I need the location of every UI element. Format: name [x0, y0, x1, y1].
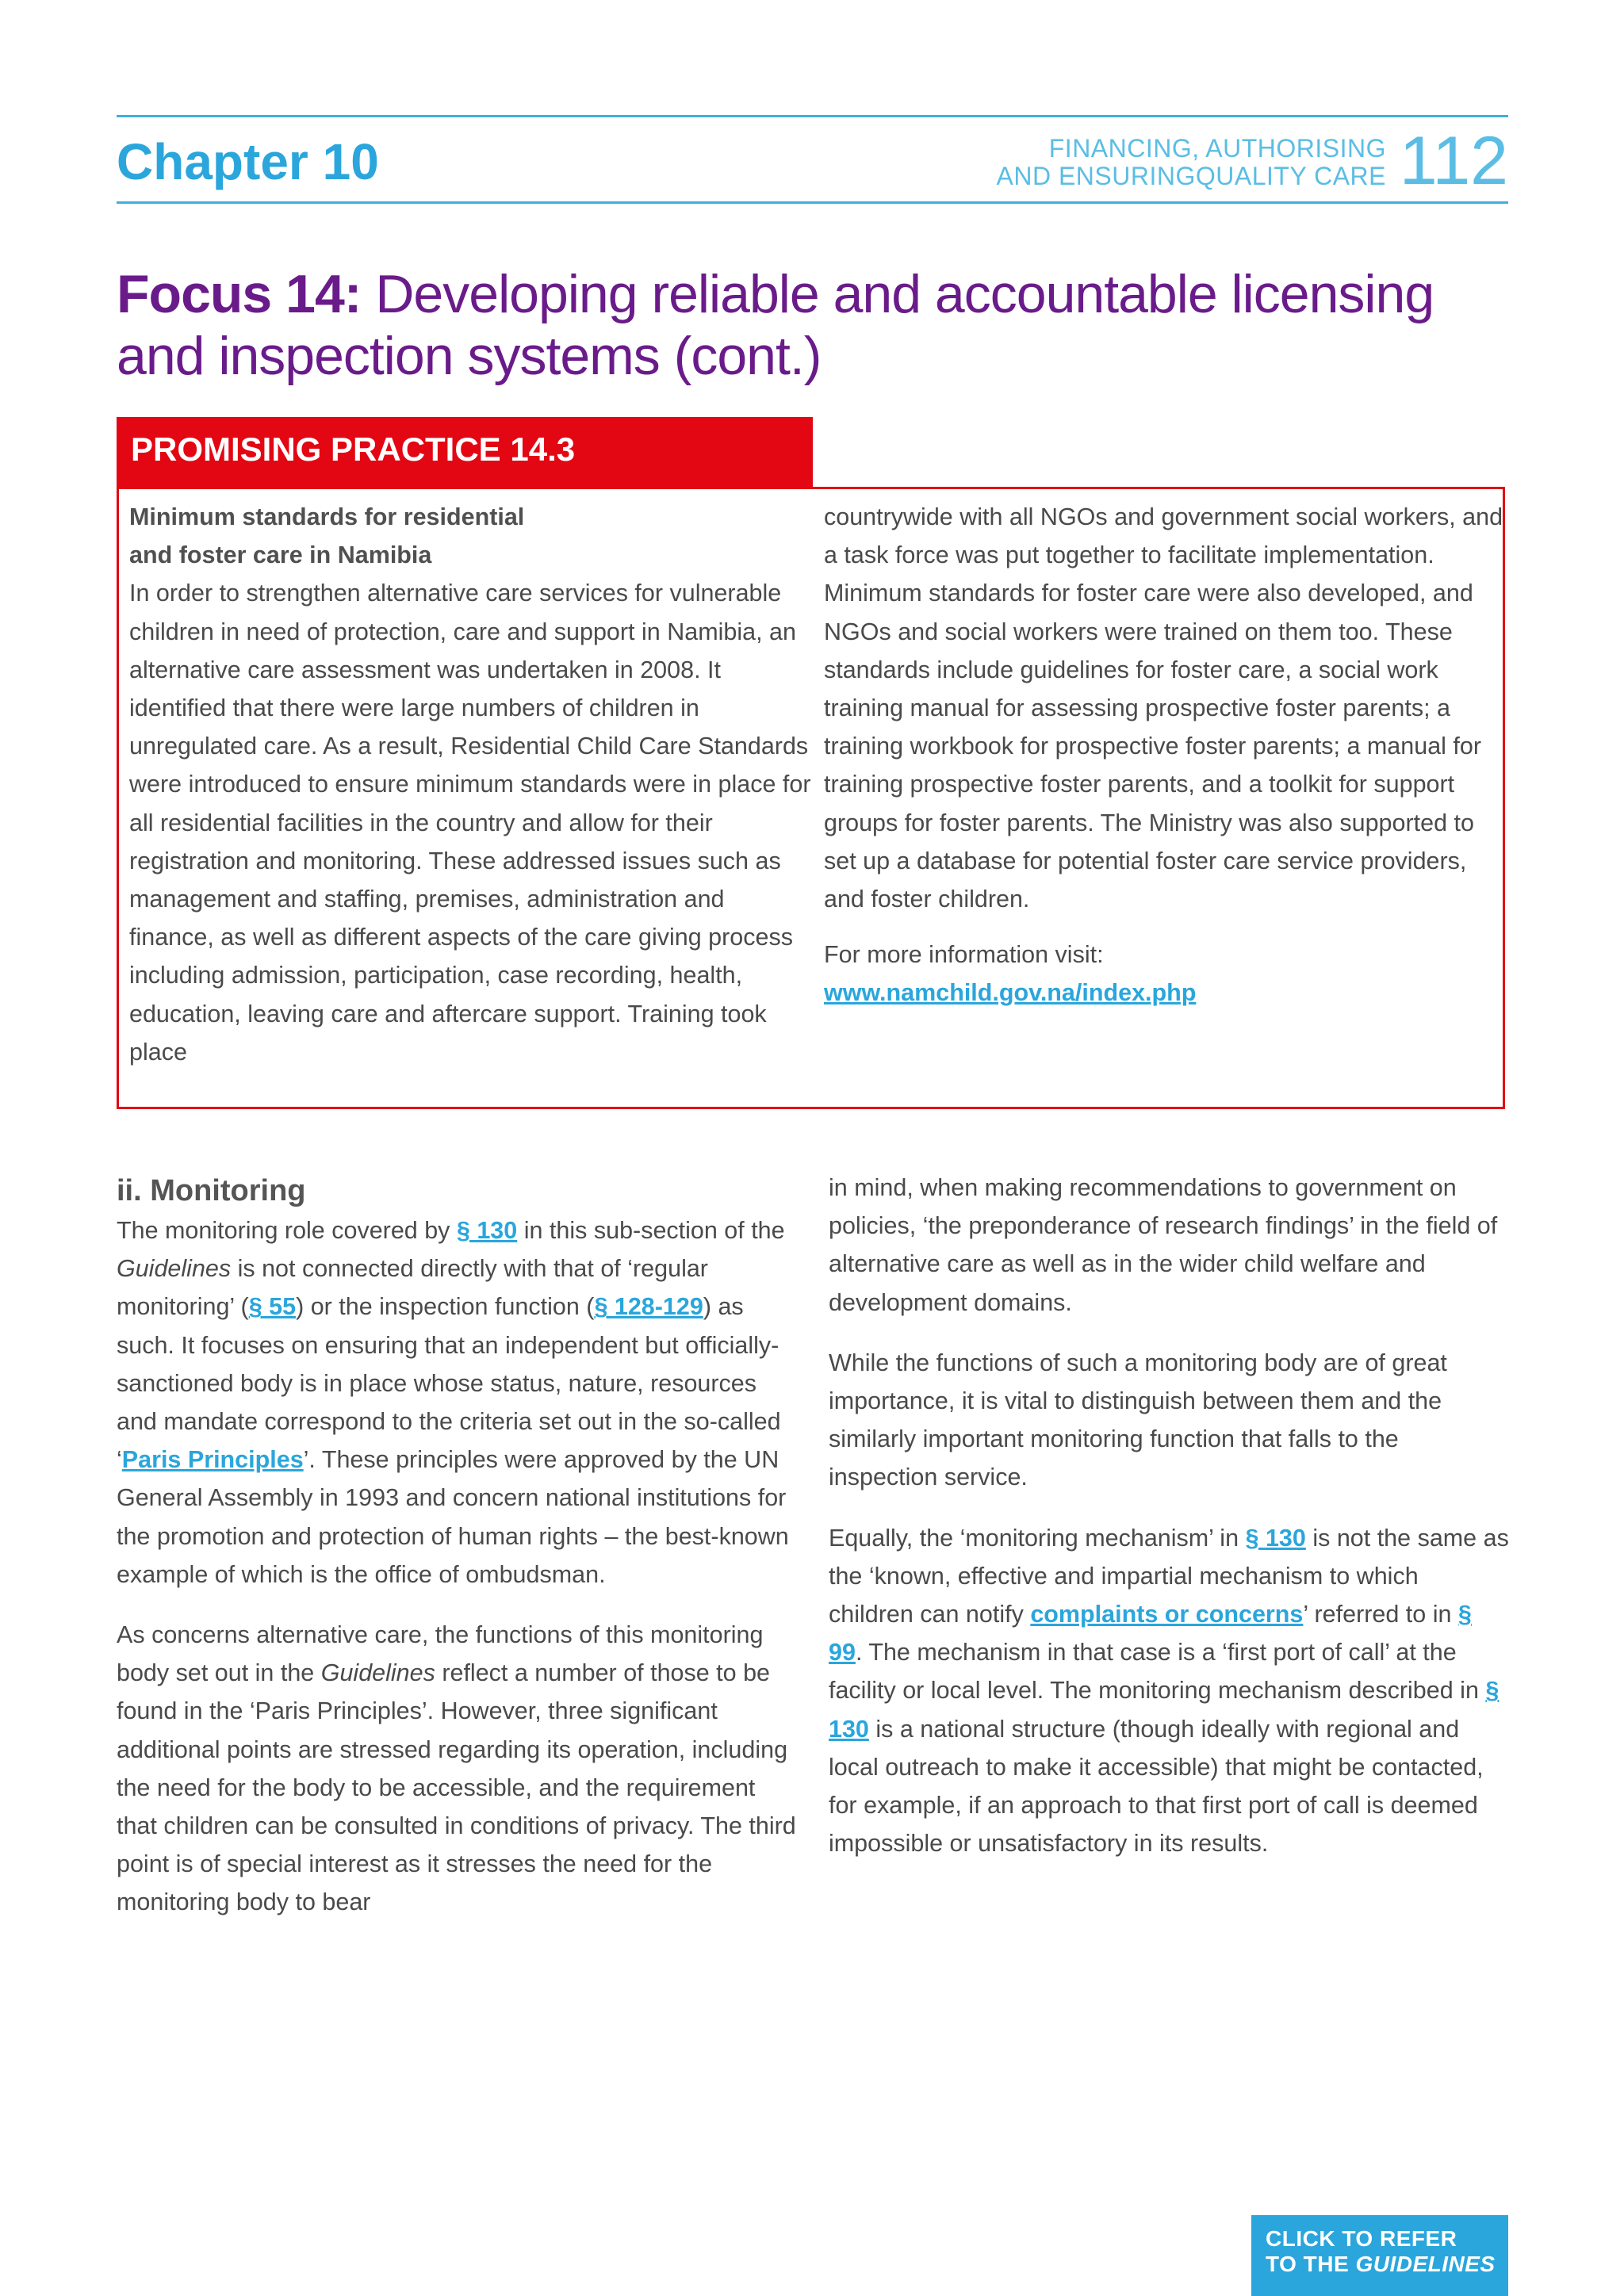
text-run: . The mechanism in that case is a ‘first port of call’ at the facility or local level. The monitoring mechanism described in [829, 1639, 1486, 1705]
section-130-link[interactable]: § 130 [1245, 1524, 1306, 1552]
text-run: ) as such. It focuses on ensuring that an independent but officially-sanctioned body is in place whose status, nature, resources and mandate correspond to the criteria set out in the so-called ‘ [117, 1293, 781, 1474]
monitoring-left-column [117, 1170, 799, 1922]
text-run: As concerns alternative care, the functions of this monitoring body set out in the [117, 1621, 764, 1687]
monitoring-paragraph-5 [829, 1519, 1509, 1863]
cta-line1: CLICK TO REFER [1266, 2226, 1457, 2251]
section-55-link[interactable]: § 55 [248, 1293, 297, 1321]
monitoring-right-column [829, 1169, 1509, 1862]
practice-left-body: In order to strengthen alternative care services for vulnerable children in need of protection, care and support in Namibia, an alternative care assessment was undertaken in 2008. It identified that there were large numbers of children in unregulated care. As a result, Residential Child Care Standards were introduced to ensure minimum standards were in place for all residential facilities in the country and allow for their registration and monitoring. These addressed issues such as management and staffing, premises, administration and finance, as well as different aspects of the care giving process including admission, participation, case recording, health, education, leaving care and aftercare support. Training took place [129, 580, 811, 1066]
section-130-link[interactable]: § 130 [829, 1677, 1500, 1743]
focus-title-text: Developing reliable and accountable licensing and inspection systems (cont.) [117, 264, 1434, 386]
practice-left-column [129, 498, 811, 1071]
focus-heading [117, 263, 1512, 387]
text-run: is not the same as the ‘known, effective and impartial mechanism to which children can notify [829, 1524, 1509, 1628]
focus-label: Focus 14: [117, 264, 362, 324]
text-run: in this sub-section of the [517, 1217, 785, 1244]
text-run: The monitoring role covered by [117, 1217, 457, 1244]
promising-practice-title: PROMISING PRACTICE 14.3 [131, 430, 576, 468]
monitoring-paragraph-3: in mind, when making recommendations to government on policies, ‘the preponderance of research findings’ in the field of alternative care as well as in the wider child welfare and development domains. [829, 1174, 1498, 1316]
promising-practice-header [117, 417, 813, 487]
text-run: is a national structure (though ideally with regional and local outreach to make it accessible) that might be contacted, for example, if an approach to that first port of call is deemed impossible or unsatisfactory in its results. [829, 1715, 1484, 1858]
practice-subtitle-line1: Minimum standards for residential [129, 503, 525, 530]
guidelines-italic: Guidelines [320, 1659, 435, 1687]
practice-subtitle-line2: and foster care in Namibia [129, 541, 432, 569]
monitoring-paragraph-4: While the functions of such a monitoring body are of great importance, it is vital to distinguish between them and the similarly important monitoring function that falls to the inspection service. [829, 1349, 1447, 1491]
text-run: Equally, the ‘monitoring mechanism’ in [829, 1524, 1246, 1552]
practice-more-info [824, 936, 1506, 1012]
section-99-link[interactable]: § 99 [829, 1601, 1472, 1667]
text-run: ) or the inspection function ( [296, 1293, 595, 1321]
header-top-rule [117, 115, 1508, 117]
section-130-link[interactable]: § 130 [456, 1217, 518, 1244]
monitoring-heading: ii. Monitoring [117, 1174, 306, 1207]
more-info-label: For more information visit: [824, 941, 1104, 969]
cta-line2-prefix: TO THE [1266, 2252, 1356, 2276]
monitoring-paragraph-2 [117, 1616, 799, 1922]
cta-line2 [1266, 2252, 1508, 2277]
text-run: ’ referred to in [1303, 1601, 1458, 1628]
text-run: reflect a number of those to be found in the ‘Paris Principles’. However, three significant additional points are stressed regarding its operation, including the need for the body to be accessible, and the requirement that children can be consulted in conditions of privacy. The third point is of special interest as it stresses the need for the monitoring body to bear [117, 1659, 796, 1916]
practice-right-body: countrywide with all NGOs and government social workers, and a task force was put together to facilitate implementation. Minimum standards for foster care were also developed, and NGOs and social workers were trained on them too. These standards include guidelines for foster care, a social work training manual for assessing prospective foster parents; a training workbook for prospective foster parents; a manual for training prospective foster parents, and a toolkit for support groups for foster parents. The Ministry was also supported to set up a database for potential foster care service providers, and foster children. [824, 503, 1503, 913]
running-title-line2: AND ENSURINGQUALITY CARE [996, 162, 1386, 190]
paris-principles-link[interactable]: Paris Principles [121, 1446, 304, 1474]
practice-subtitle [129, 498, 811, 574]
section-128-129-link[interactable]: § 128-129 [594, 1293, 703, 1321]
chapter-title: Chapter 10 [117, 133, 379, 190]
refer-guidelines-button[interactable] [1251, 2215, 1508, 2296]
namchild-link[interactable]: www.namchild.gov.na/index.php [824, 979, 1197, 1007]
running-title-line1: FINANCING, AUTHORISING [1048, 134, 1386, 163]
practice-right-column [824, 498, 1506, 1012]
text-run: is not connected directly with that of ‘regular monitoring’ ( [117, 1255, 708, 1321]
text-run: ’. These principles were approved by the UN General Assembly in 1993 and concern national institutions for the promotion and protection of human rights – the best-known example of which is the office of ombudsman. [117, 1446, 789, 1588]
running-title [997, 135, 1387, 190]
cta-line2-italic: GUIDELINES [1355, 2252, 1496, 2276]
guidelines-italic: Guidelines [117, 1255, 232, 1283]
header-bottom-rule [117, 201, 1508, 204]
monitoring-paragraph-1 [117, 1211, 799, 1594]
page-number: 112 [1399, 123, 1508, 199]
complaints-concerns-link[interactable]: complaints or concerns [1030, 1601, 1304, 1628]
